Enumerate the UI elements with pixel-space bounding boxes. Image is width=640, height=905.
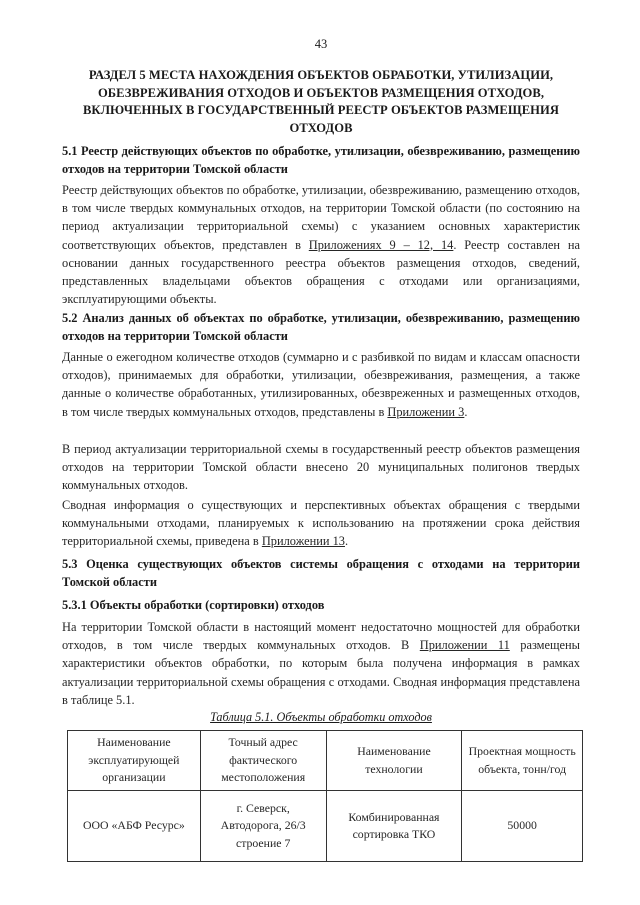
paragraph-text: . (464, 404, 468, 419)
section-title: РАЗДЕЛ 5 МЕСТА НАХОЖДЕНИЯ ОБЪЕКТОВ ОБРАБОТКИ, УТИЛИЗАЦИИ, ОБЕЗВРЕЖИВАНИЯ ОТХОДОВ И ОБЪЕКТОВ РАЗМЕЩЕНИЯ ОТХОДОВ, ВКЛЮЧЕННЫХ В ГОСУДАРСТВЕННЫЙ РЕЕСТР ОБЪЕКТОВ РАЗМЕЩЕНИЯ ОТХОДОВ (82, 68, 560, 135)
appendix-link-3[interactable]: Приложении 3 (387, 404, 465, 419)
paragraph-5-2-b: В период актуализации территориальной схемы в государственный реестр объектов размещения отходов на территории Томской области внесено 20 муниципальных полигонов твердых коммунальных отходов. (62, 442, 580, 493)
table-header-row (68, 731, 583, 791)
heading-5-3: 5.3 Оценка существующих объектов системы обращения с отходами на территории Томской области (62, 557, 580, 589)
table-row (68, 791, 583, 862)
paragraph-text: Данные о ежегодном количестве отходов (суммарно и с разбивкой по видам и классам опасности отходов), принимаемых для обработки, утилизации, обезвреживания, размещения, а также данные о количестве обработанных, утилизированных, обезвреженных и размещенных отходов, в том числе твердых коммунальных отходов, представлены в (62, 350, 580, 419)
column-header-technology: Наименование технологии (326, 731, 462, 791)
paragraph-text: размещены характеристики объектов обработки, по которым была получена информация в рамках актуализации территориальной схемы обращения с отходами. Сводная информация представлена в таблице 5.1. (62, 638, 581, 707)
heading-5-1: 5.1 Реестр действующих объектов по обработке, утилизации, обезвреживанию, размещению отходов на территории Томской области (62, 144, 580, 176)
processing-facilities-table (67, 730, 583, 862)
paragraph-5-1 (62, 181, 580, 308)
cell-organization: ООО «АБФ Ресурс» (68, 791, 201, 862)
paragraph-5-2-a (62, 348, 580, 421)
heading-5-3-1: 5.3.1 Объекты обработки (сортировки) отходов (62, 598, 325, 612)
heading-5-2: 5.2 Анализ данных об объектах по обработке, утилизации, обезвреживанию, размещению отходов на территории Томской области (62, 311, 580, 343)
paragraph-text: Реестр действующих объектов по обработке, утилизации, обезвреживанию, размещению отходов, в том числе твердых коммунальных отходов, на территории Томской области (по состоянию на период актуализации территориальной схемы) с указанием основных характеристик соответствующих объектов, представлен в (62, 183, 580, 252)
paragraph-5-3-1 (62, 618, 580, 709)
paragraph-5-2-c (62, 496, 580, 551)
appendix-link-11[interactable]: Приложении 11 (419, 638, 510, 653)
table-caption: Таблица 5.1. Объекты обработки отходов (210, 710, 432, 724)
column-header-organization: Наименование эксплуатирующей организации (68, 731, 201, 791)
column-header-address: Точный адрес фактического местоположения (200, 731, 326, 791)
paragraph-text: . (344, 534, 349, 549)
paragraph-text: На территории Томской области в настоящий момент недостаточно мощностей для обработки отходов, в том числе твердых коммунальных отходов. В (62, 620, 580, 653)
page-number: 43 (314, 37, 328, 51)
cell-technology: Комбинированная сортировка ТКО (326, 791, 462, 862)
paragraph-text: . Реестр составлен на основании данных государственного реестра объектов размещения отходов, сведений, представленных владельцами объектов обращения с отходами или организациями, эксплуатирующими объекты. (62, 237, 581, 307)
cell-capacity: 50000 (462, 791, 583, 862)
cell-address: г. Северск, Автодорога, 26/3 строение 7 (200, 791, 326, 862)
appendix-link-13[interactable]: Приложении 13 (261, 534, 345, 549)
paragraph-text: Сводная информация о существующих и перспективных объектах обращения с твердыми коммунальными отходами, планируемых к использованию на протяжении срока действия территориальной схемы, приведена в (62, 498, 580, 549)
column-header-capacity: Проектная мощность объекта, тонн/год (462, 731, 583, 791)
appendix-link-9-14[interactable]: Приложениях 9 – 12, 14 (308, 237, 454, 252)
